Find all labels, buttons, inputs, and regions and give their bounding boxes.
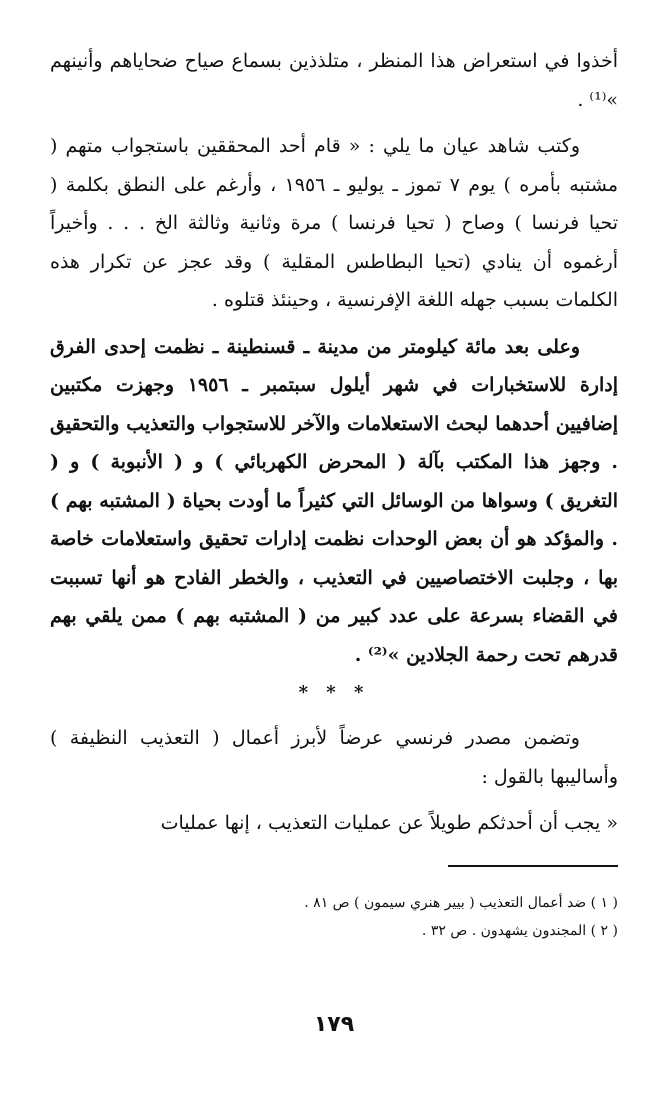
footnote-rule [448, 865, 618, 867]
paragraph-constantine: وعلى بعد مائة كيلومتر من مدينة ـ قسنطينة ـ نظمت إحدى الفرق إدارة للاستخبارات في شهر أيلول سبتمبر ـ ١٩٥٦ وجهزت مكتبين إضافيين أحدهما لبحث الاستعلامات والآخر للاستجواب والتعذيب والتحقيق . وجهز هذا المكتب بآلة ( المحرض الكهربائي ) و ( الأنبوبة ) و ( التغريق ) وسواها من الوسائل التي كثيراً ما أودت بحياة ( المشتبه بهم ) . والمؤكد هو أن بعض الوحدات نظمت إدارات تحقيق واستعلامات خاصة بها ، وجلبت الاختصاصيين في التعذيب ، والخطر الفادح هو أنها تسببت في القضاء بسرعة على عدد كبير من ( المشتبه بهم ) ممن يلقي بهم قدرهم تحت رحمة الجلادين »⁽²⁾ . [50, 335, 618, 666]
footnote-1: ( ١ ) ضد أعمال التعذيب ( بيير هنري سيمون ) ص ٨١ . [304, 894, 618, 911]
paragraph-quote-start: « يجب أن أحدثكم طويلاً عن عمليات التعذيب ، إنها عمليات [160, 812, 618, 834]
page-number: ١٧٩ [313, 1012, 355, 1037]
page-body [50, 42, 618, 1093]
footnote-2: ( ٢ ) المجندون يشهدون . ص ٣٢ . [421, 922, 618, 939]
paragraph-french-source: وتضمن مصدر فرنسي عرضاً لأبرز أعمال ( التعذيب النظيفة ) وأساليبها بالقول : [50, 727, 618, 788]
paragraph-witness-account: وكتب شاهد عيان ما يلي : « قام أحد المحققين باستجواب متهم ( مشتبه بأمره ) يوم ٧ تموز ـ يوليو ـ ١٩٥٦ ، وأرغم على النطق بكلمة ( تحيا فرنسا ) وصاح ( تحيا فرنسا ) مرة وثانية وثالثة الخ . . . وأخيراً أرغموه أن ينادي (تحيا البطاطس المقلية ) وقد عجز عن تكرار هذه الكلمات بسبب جهله اللغة الإفرنسية ، وحينئذ قتلوه . [50, 135, 618, 311]
footnotes [50, 889, 618, 945]
paragraph-continuation: أخذوا في استعراض هذا المنظر ، متلذذين بسماع صياح ضحاياهم وأنينهم »⁽¹⁾ . [50, 50, 618, 111]
section-separator: * * * [298, 682, 370, 703]
